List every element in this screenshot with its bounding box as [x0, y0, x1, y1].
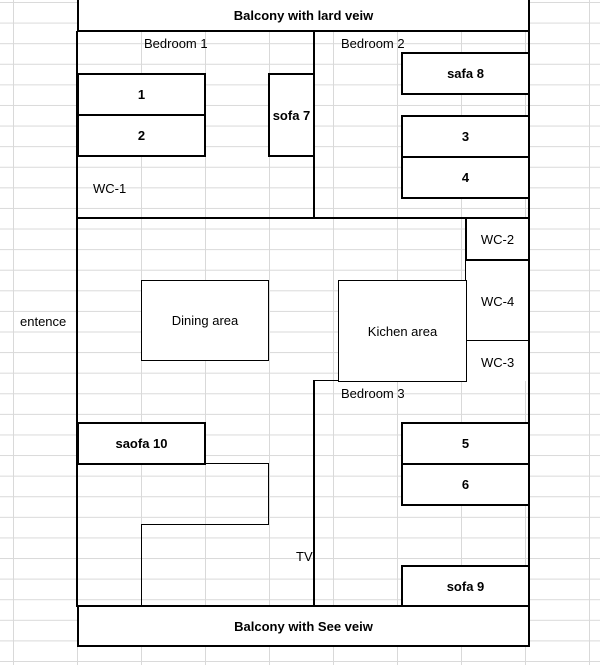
sofa-8-label: safa 8 — [447, 66, 484, 81]
sofa-9-label: sofa 9 — [446, 578, 485, 594]
bed-5 — [401, 422, 530, 465]
bed-5-label: 5 — [461, 436, 470, 451]
corridor-line-top — [204, 463, 269, 464]
bed-6-label: 6 — [461, 477, 470, 492]
sofa-7 — [268, 73, 315, 157]
bedroom-1-label: Bedroom 1 — [144, 36, 208, 51]
wc-2 — [465, 217, 530, 261]
bed-1-label: 1 — [137, 87, 146, 102]
kitchen-area-label: Kichen area — [367, 323, 438, 339]
sofa-10-label: saofa 10 — [115, 436, 168, 451]
balcony-bottom-label: Balcony with See veiw — [234, 618, 373, 634]
bed-3 — [401, 115, 530, 158]
entrance-label: entence — [20, 314, 67, 329]
sofa-9 — [401, 565, 530, 607]
wc-4-label: WC-4 — [481, 294, 515, 309]
bed-1 — [77, 73, 206, 116]
corridor-line-right — [268, 463, 269, 525]
bedroom-2-label: Bedroom 2 — [341, 36, 405, 51]
sofa-7-label: sofa 7 — [272, 107, 311, 123]
wc-column-right-wall — [528, 259, 530, 381]
corridor-line-left — [141, 524, 142, 607]
bed-3-label: 3 — [461, 129, 470, 144]
bed-2-label: 2 — [137, 128, 146, 143]
balcony-top-label: Balcony with lard veiw — [233, 7, 374, 23]
sofa-10 — [77, 422, 206, 465]
wall-bedrooms-bottom — [76, 217, 466, 219]
bed-4-label: 4 — [461, 170, 470, 185]
kitchen-area — [338, 280, 467, 382]
balcony-top — [77, 0, 530, 32]
bedroom-3-label: Bedroom 3 — [341, 386, 405, 401]
bed-6 — [401, 463, 530, 506]
sofa-8 — [401, 52, 530, 95]
dining-area-label: Dining area — [171, 313, 239, 328]
wall-bedroom3-left — [313, 380, 315, 607]
dining-area — [141, 280, 269, 361]
balcony-bottom — [77, 605, 530, 647]
wc-2-label: WC-2 — [480, 231, 515, 247]
wc-1-label: WC-1 — [93, 181, 127, 196]
bed-2 — [77, 114, 206, 157]
bed-4 — [401, 156, 530, 199]
wc-3-divider — [465, 340, 530, 341]
corridor-line-mid — [141, 524, 269, 525]
wc-3-label: WC-3 — [481, 355, 515, 370]
tv-label: TV — [296, 549, 313, 564]
wall-bedroom3-top — [313, 380, 341, 381]
